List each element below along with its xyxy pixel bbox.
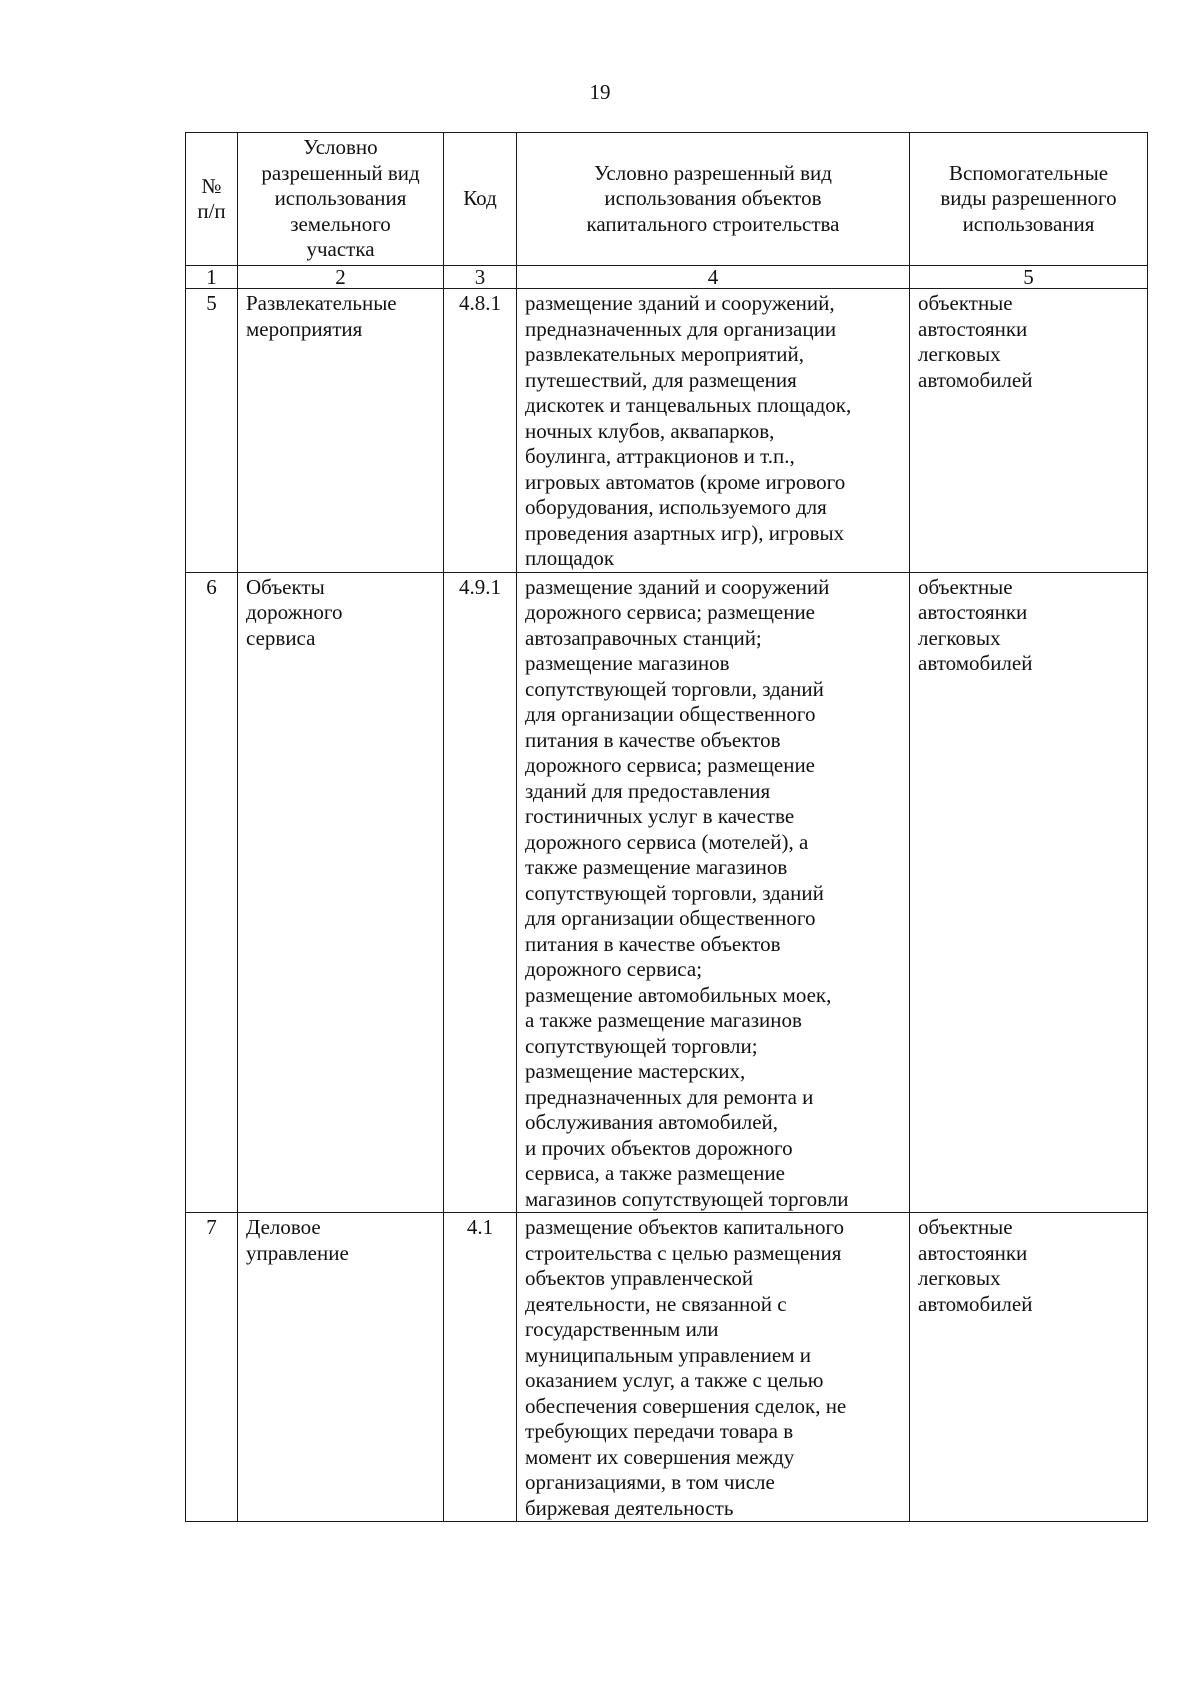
- use-description: размещение объектов капитального строительства с целью размещения объектов управленческой деятельности, не связанной с государственным или муниципальным управлением и оказанием услуг, а также с целью обеспечения совершения сделок, не требующих передачи товара в момент их совершения между организациями, в том числе биржевая деятельность: [517, 1213, 910, 1522]
- table-row: [186, 1213, 1148, 1522]
- land-use-name: Развлекательные мероприятия: [238, 289, 444, 573]
- auxiliary-use: объектные автостоянки легковых автомобилей: [910, 1213, 1148, 1522]
- row-number: 7: [186, 1213, 238, 1522]
- header-auxiliary-use: Вспомогательные виды разрешенного использования: [910, 133, 1148, 266]
- column-number: 2: [238, 266, 444, 289]
- page-number: 19: [589, 80, 611, 104]
- header-code: Код: [444, 133, 517, 266]
- use-code: 4.9.1: [444, 572, 517, 1213]
- column-number: 3: [444, 266, 517, 289]
- header-number: № п/п: [186, 133, 238, 266]
- column-number: 5: [910, 266, 1148, 289]
- table-row: [186, 289, 1148, 573]
- use-code: 4.8.1: [444, 289, 517, 573]
- header-land-use-type: Условно разрешенный вид использования земельного участка: [238, 133, 444, 266]
- table-header-row: [186, 133, 1148, 266]
- column-number-row: [186, 266, 1148, 289]
- land-use-name: Деловое управление: [238, 1213, 444, 1522]
- use-description: размещение зданий и сооружений, предназначенных для организации развлекательных мероприятий, путешествий, для размещения дискотек и танцевальных площадок, ночных клубов, аквапарков, боулинга, аттракционов и т.п., игровых автоматов (кроме игрового оборудования, используемого для проведения азартных игр), игровых площадок: [517, 289, 910, 573]
- land-use-name: Объекты дорожного сервиса: [238, 572, 444, 1213]
- row-number: 6: [186, 572, 238, 1213]
- auxiliary-use: объектные автостоянки легковых автомобилей: [910, 289, 1148, 573]
- row-number: 5: [186, 289, 238, 573]
- column-number: 4: [517, 266, 910, 289]
- land-use-table: [185, 132, 1148, 1522]
- auxiliary-use: объектные автостоянки легковых автомобилей: [910, 572, 1148, 1213]
- use-code: 4.1: [444, 1213, 517, 1522]
- use-description: размещение зданий и сооружений дорожного сервиса; размещение автозаправочных станций; размещение магазинов сопутствующей торговли, зданий для организации общественного питания в качестве объектов дорожного сервиса; размещение зданий для предоставления гостиничных услуг в качестве дорожного сервиса (мотелей), а также размещение магазинов сопутствующей торговли, зданий для организации общественного питания в качестве объектов дорожного сервиса; размещение автомобильных моек, а также размещение магазинов сопутствующей торговли; размещение мастерских, предназначенных для ремонта и обслуживания автомобилей, и прочих объектов дорожного сервиса, а также размещение магазинов сопутствующей торговли: [517, 572, 910, 1213]
- column-number: 1: [186, 266, 238, 289]
- header-construction-use-type: Условно разрешенный вид использования объектов капитального строительства: [517, 133, 910, 266]
- table-row: [186, 572, 1148, 1213]
